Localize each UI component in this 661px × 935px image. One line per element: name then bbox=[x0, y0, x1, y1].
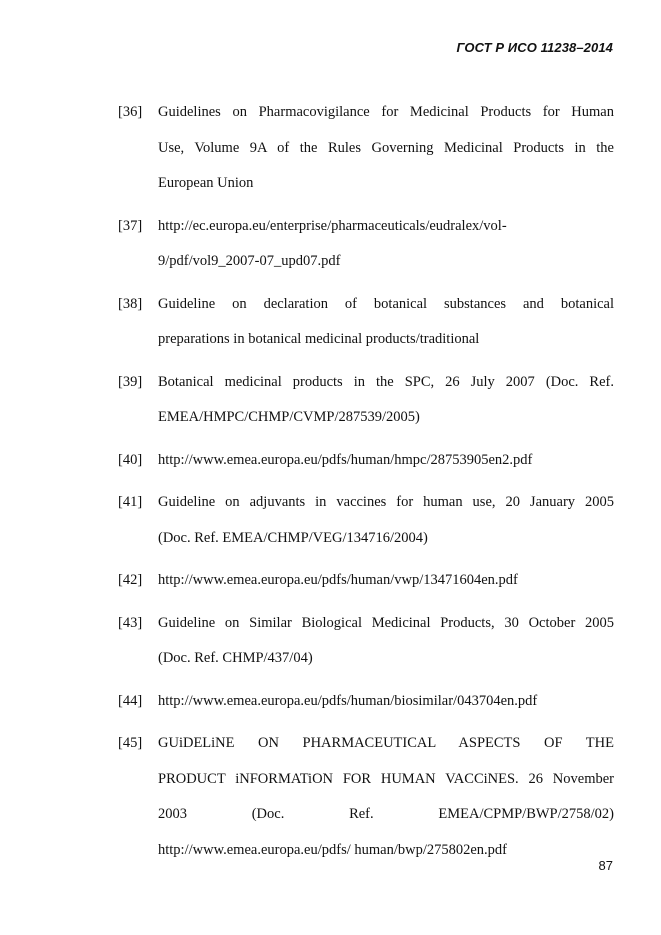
reference-text-line: (Doc. Ref. CHMP/437/04) bbox=[158, 650, 313, 666]
reference-text-line: preparations in botanical medicinal products/traditional bbox=[158, 331, 480, 347]
reference-text-line: Use, Volume 9A of the Rules Governing Medicinal Products in the bbox=[158, 139, 614, 156]
reference-url-line: http://www.emea.europa.eu/pdfs/human/vwp/13471604en.pdf bbox=[158, 572, 518, 588]
reference-item bbox=[118, 95, 614, 202]
reference-number: [38] bbox=[118, 295, 143, 312]
reference-number: [45] bbox=[118, 735, 143, 751]
reference-item bbox=[118, 563, 614, 599]
document-code-header: ГОСТ Р ИСО 11238–2014 bbox=[456, 40, 613, 55]
reference-text-line: EMEA/HMPC/CHMP/CVMP/287539/2005) bbox=[158, 409, 420, 425]
reference-list bbox=[118, 95, 614, 875]
reference-text-line: Guideline on adjuvants in vaccines for human use, 20 January 2005 bbox=[158, 494, 614, 510]
reference-text-line: European Union bbox=[158, 175, 254, 191]
reference-url-line: http://ec.europa.eu/enterprise/pharmaceuticals/eudralex/vol- bbox=[158, 217, 507, 234]
reference-number: [41] bbox=[118, 494, 143, 510]
reference-item bbox=[118, 684, 614, 720]
reference-number: [44] bbox=[118, 692, 143, 709]
reference-item bbox=[118, 287, 614, 358]
reference-text-line: (Doc. Ref. EMEA/CHMP/VEG/134716/2004) bbox=[158, 529, 428, 546]
reference-text-line: Botanical medicinal products in the SPC, 26 July 2007 (Doc. Ref. bbox=[158, 373, 614, 390]
reference-url-line: 9/pdf/vol9_2007-07_upd07.pdf bbox=[158, 253, 341, 269]
reference-number: [37] bbox=[118, 217, 143, 234]
reference-text-line: PRODUCT iNFORMATiON FOR HUMAN VACCiNES. 26 November bbox=[158, 770, 614, 787]
reference-item bbox=[118, 726, 614, 868]
reference-number: [43] bbox=[118, 614, 143, 631]
reference-number: [36] bbox=[118, 104, 143, 120]
page-number: 87 bbox=[598, 858, 613, 873]
reference-text-line: GUiDELiNE ON PHARMACEUTICAL ASPECTS OF THE bbox=[158, 735, 614, 751]
reference-text-line: Guidelines on Pharmacovigilance for Medicinal Products for Human bbox=[158, 104, 614, 120]
reference-text-line: 2003 (Doc. Ref. EMEA/CPMP/BWP/2758/02) bbox=[158, 806, 614, 822]
reference-item bbox=[118, 485, 614, 556]
reference-item bbox=[118, 209, 614, 280]
reference-item bbox=[118, 365, 614, 436]
reference-number: [40] bbox=[118, 451, 143, 468]
reference-text-line: Guideline on declaration of botanical substances and botanical bbox=[158, 295, 614, 312]
reference-text-line: Guideline on Similar Biological Medicinal Products, 30 October 2005 bbox=[158, 614, 614, 631]
reference-url-line: http://www.emea.europa.eu/pdfs/human/hmpc/28753905en2.pdf bbox=[158, 451, 533, 468]
reference-item bbox=[118, 443, 614, 479]
reference-url-line: http://www.emea.europa.eu/pdfs/human/biosimilar/043704en.pdf bbox=[158, 692, 538, 709]
reference-url-line: http://www.emea.europa.eu/pdfs/ human/bwp/275802en.pdf bbox=[158, 841, 507, 858]
reference-item bbox=[118, 606, 614, 677]
reference-number: [42] bbox=[118, 572, 143, 588]
reference-number: [39] bbox=[118, 373, 143, 390]
